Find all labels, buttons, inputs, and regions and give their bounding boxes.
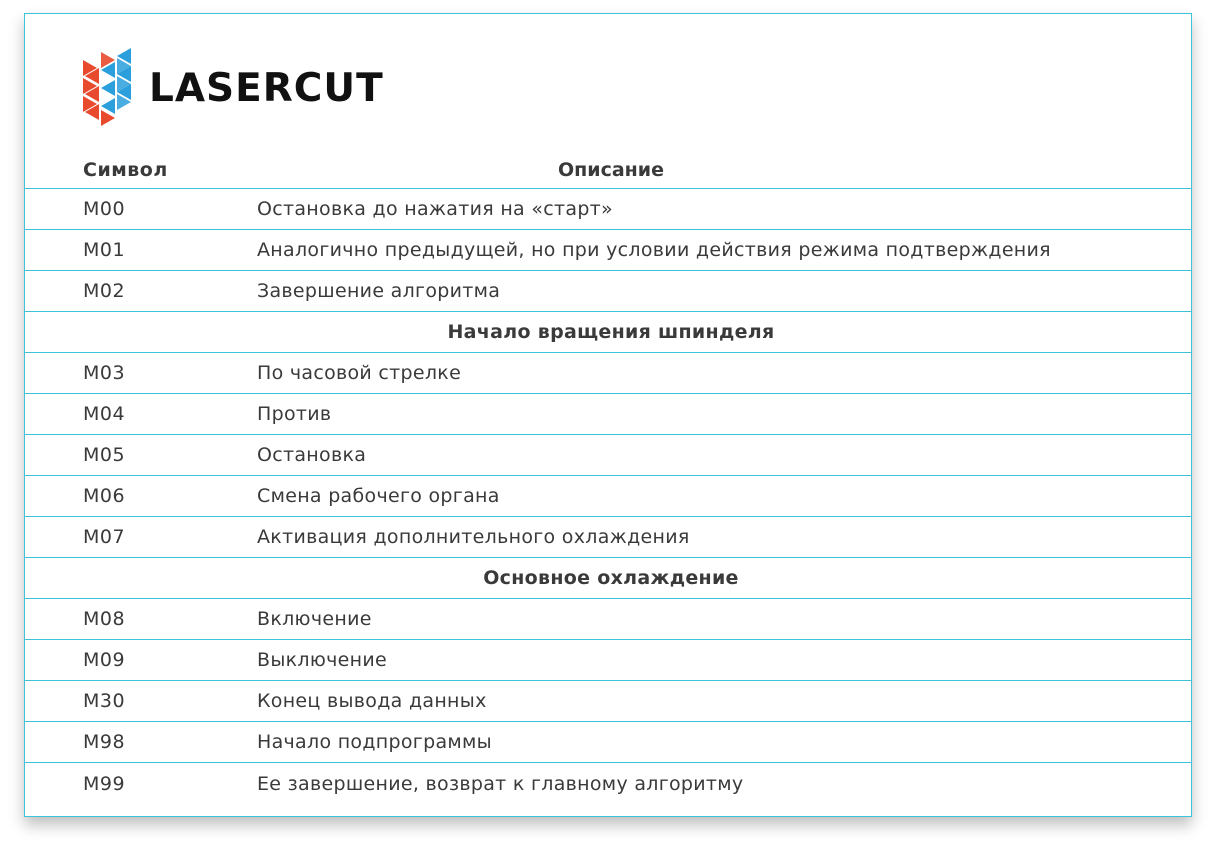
table-row <box>25 394 1191 435</box>
code-cell: M99 <box>83 772 126 795</box>
m-codes-table <box>25 151 1191 804</box>
description-cell: По часовой стрелке <box>257 362 462 384</box>
description-cell: Аналогично предыдущей, но при условии действия режима подтверждения <box>257 239 1051 261</box>
code-cell: M98 <box>83 731 126 753</box>
description-cell: Остановка до нажатия на «старт» <box>257 198 613 220</box>
description-cell: Ее завершение, возврат к главному алгоритму <box>257 772 744 795</box>
description-cell: Конец вывода данных <box>257 690 487 712</box>
description-cell: Выключение <box>257 649 388 671</box>
code-cell: M05 <box>83 444 126 466</box>
code-cell: M30 <box>83 690 126 712</box>
table-body <box>25 189 1191 804</box>
lasercut-triangles-icon <box>83 48 139 128</box>
table-row <box>25 681 1191 722</box>
code-cell: M00 <box>83 198 126 220</box>
description-cell: Остановка <box>257 444 367 466</box>
table-row <box>25 599 1191 640</box>
code-cell: M09 <box>83 649 126 671</box>
table-row <box>25 476 1191 517</box>
lasercut-logo <box>83 47 384 129</box>
section-title: Основное охлаждение <box>483 567 739 589</box>
code-cell: M08 <box>83 608 126 630</box>
description-cell: Начало подпрограммы <box>257 731 492 753</box>
code-cell: M03 <box>83 362 126 384</box>
table-row <box>25 640 1191 681</box>
description-cell: Завершение алгоритма <box>257 280 501 302</box>
table-header <box>25 151 1191 189</box>
table-row <box>25 271 1191 312</box>
section-title: Начало вращения шпинделя <box>447 321 775 343</box>
brand-name: LASERCUT <box>149 65 384 111</box>
code-cell: M07 <box>83 526 126 548</box>
table-row <box>25 763 1191 804</box>
description-cell: Против <box>257 403 332 425</box>
header-code: Символ <box>83 158 168 181</box>
description-cell: Включение <box>257 608 372 630</box>
section-row <box>25 312 1191 353</box>
table-row <box>25 189 1191 230</box>
code-cell: M04 <box>83 403 126 425</box>
section-row <box>25 558 1191 599</box>
header-description: Описание <box>557 158 664 181</box>
table-row <box>25 435 1191 476</box>
code-cell: M06 <box>83 485 126 507</box>
table-row <box>25 353 1191 394</box>
code-cell: M01 <box>83 239 126 261</box>
code-cell: M02 <box>83 280 126 302</box>
table-row <box>25 230 1191 271</box>
description-cell: Смена рабочего органа <box>257 485 500 507</box>
description-cell: Активация дополнительного охлаждения <box>257 526 690 548</box>
table-row <box>25 517 1191 558</box>
table-row <box>25 722 1191 763</box>
document-card <box>24 13 1192 817</box>
